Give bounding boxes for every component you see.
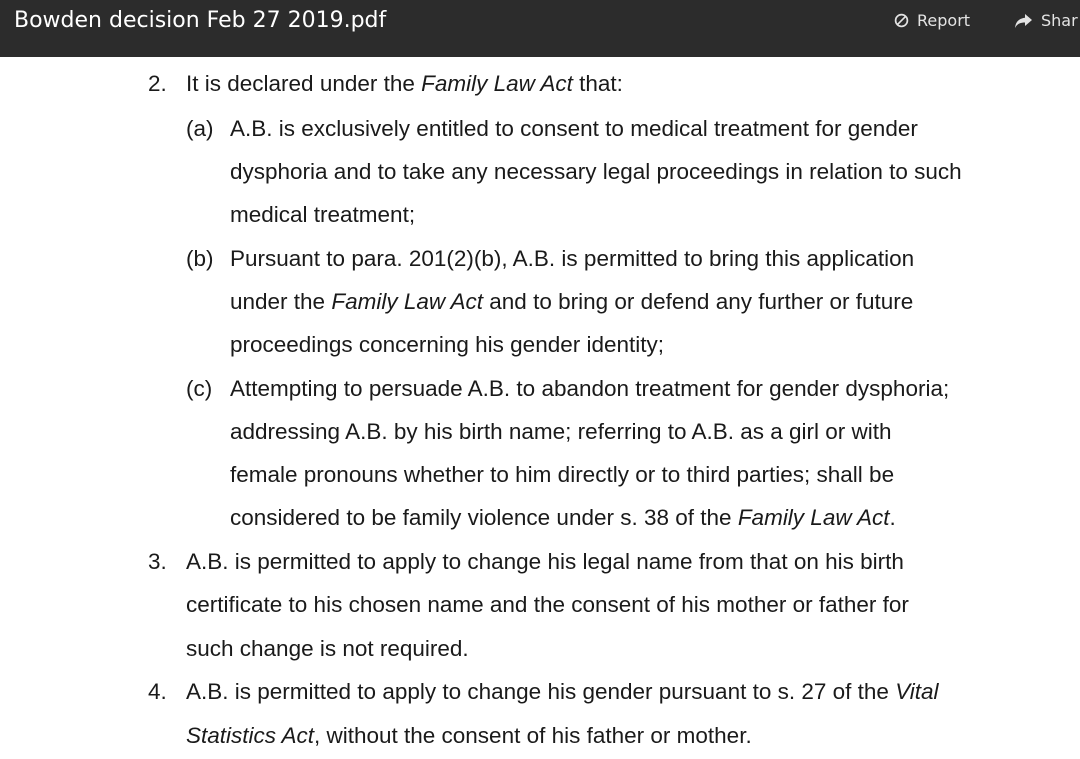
document-title: Bowden decision Feb 27 2019.pdf <box>14 8 387 33</box>
subitem-c-line-1: Attempting to persuade A.B. to abandon treatment for gender dysphoria; <box>230 376 950 401</box>
subitem-b-line-2: under the Family Law Act and to bring or defend any further or future <box>230 289 914 314</box>
item-2-text: It is declared under the Family Law Act that: <box>186 71 623 96</box>
report-button[interactable] <box>894 11 970 30</box>
top-bar <box>0 0 1080 57</box>
share-label: Shar <box>1041 11 1078 30</box>
document-page <box>0 57 1080 759</box>
item-3-line-2: certificate to his chosen name and the consent of his mother or father for <box>186 592 909 617</box>
item-number: 2. <box>148 71 167 96</box>
subitem-c-line-4: considered to be family violence under s. 38 of the Family Law Act. <box>230 505 896 530</box>
subitem-a-line-1: A.B. is exclusively entitled to consent to medical treatment for gender <box>230 116 918 141</box>
subitem-label: (a) <box>186 116 214 141</box>
subitem-c-line-3: female pronouns whether to him directly or to third parties; shall be <box>230 462 895 487</box>
subitem-label: (c) <box>186 376 213 401</box>
item-3-line-3: such change is not required. <box>186 636 469 661</box>
item-number: 3. <box>148 549 167 574</box>
prohibited-circle-icon <box>894 13 909 28</box>
share-button[interactable] <box>1014 11 1078 30</box>
subitem-b-line-3: proceedings concerning his gender identity; <box>230 332 665 357</box>
subitem-a-line-2: dysphoria and to take any necessary legal proceedings in relation to such <box>230 159 962 184</box>
share-arrow-icon <box>1014 13 1033 29</box>
item-number: 4. <box>148 679 167 704</box>
item-3-line-1: A.B. is permitted to apply to change his legal name from that on his birth <box>186 549 904 574</box>
subitem-a-line-3: medical treatment; <box>230 202 416 227</box>
subitem-c-line-2: addressing A.B. by his birth name; referring to A.B. as a girl or with <box>230 419 892 444</box>
subitem-b-line-1: Pursuant to para. 201(2)(b), A.B. is permitted to bring this application <box>230 246 915 271</box>
subitem-label: (b) <box>186 246 214 271</box>
item-4-line-2: Statistics Act, without the consent of his father or mother. <box>186 723 752 748</box>
report-label: Report <box>917 11 971 30</box>
item-4-line-1: A.B. is permitted to apply to change his gender pursuant to s. 27 of the Vital <box>186 679 939 704</box>
